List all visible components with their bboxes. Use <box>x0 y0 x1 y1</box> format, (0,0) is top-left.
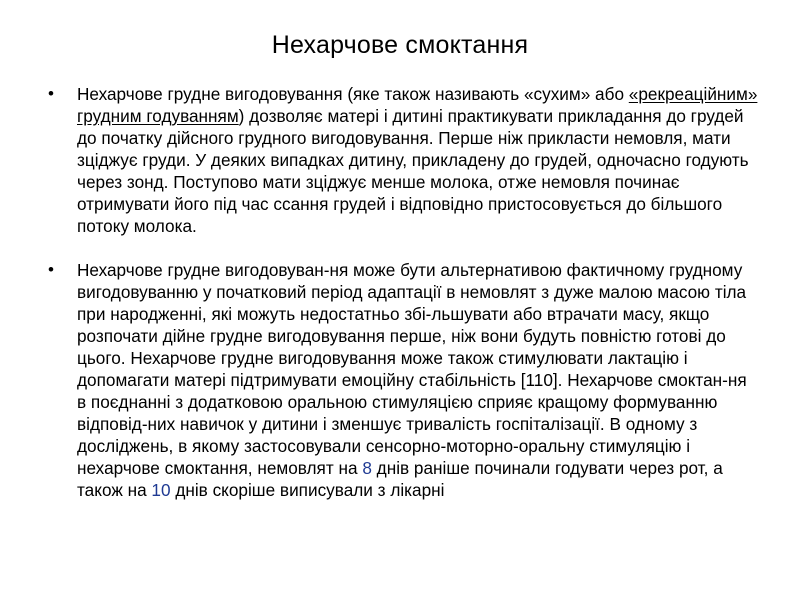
slide-title: Нехарчове смоктання <box>271 31 529 59</box>
bullet-icon: • <box>48 84 54 103</box>
recreational-feeding-link[interactable]: «рекреаційним» грудним годуванням <box>77 84 758 126</box>
bullet-list <box>48 83 760 501</box>
bullet-1-text-part1: Нехарчове грудне вигодовування (яке також називають «сухим» або <box>77 84 629 104</box>
days-earlier-feeding-number: 8 <box>362 458 372 478</box>
days-earlier-discharge-number: 10 <box>151 480 171 500</box>
bullet-2-text-part3: днів скоріше виписували з лікарні <box>170 480 445 500</box>
bullet-1-text-part2: ) дозволяє матері і дитині практикувати прикладання до грудей до початку дійсного грудного вигодовування. Перше ніж прикласти немовля, мати зціджує груди. У деяких випадках дитину, прикладену до грудей, одночасно годують через зонд. Поступово мати зціджує менше молока, отже немовля починає отримувати його під час ссання грудей і відповідно пристосовується до більшого потоку молока. <box>77 106 749 236</box>
bullet-item-1 <box>48 83 760 237</box>
bullet-icon: • <box>48 260 54 279</box>
bullet-item-2 <box>48 259 760 501</box>
bullet-2-text-part2: днів раніше починали годувати через рот, а також на <box>77 458 723 500</box>
bullet-2-text-part1: Нехарчове грудне вигодовуван-ня може бути альтернативою фактичному грудному вигодовуванню у початковий період адаптації в немовлят з дуже малою масою тіла при народженні, які можуть недостатньо збі-льшувати або втрачати масу, якщо розпочати дійне грудне вигодовування перше, ніж вони будуть повністю готові до цього. Нехарчове грудне вигодовування може також стимулювати лактацію і допомагати матері підтримувати емоційну стабільність [110]. Нехарчове смоктан-ня в поєднанні з додатковою оральною стимуляцією сприяє кращому формуванню відповід-них навичок у дитини і зменшує тривалість госпіталізації. В одному з досліджень, в якому застосовували сенсорно-моторно-оральну стимуляцію і нехарчове смоктання, немовлят на <box>77 260 747 478</box>
